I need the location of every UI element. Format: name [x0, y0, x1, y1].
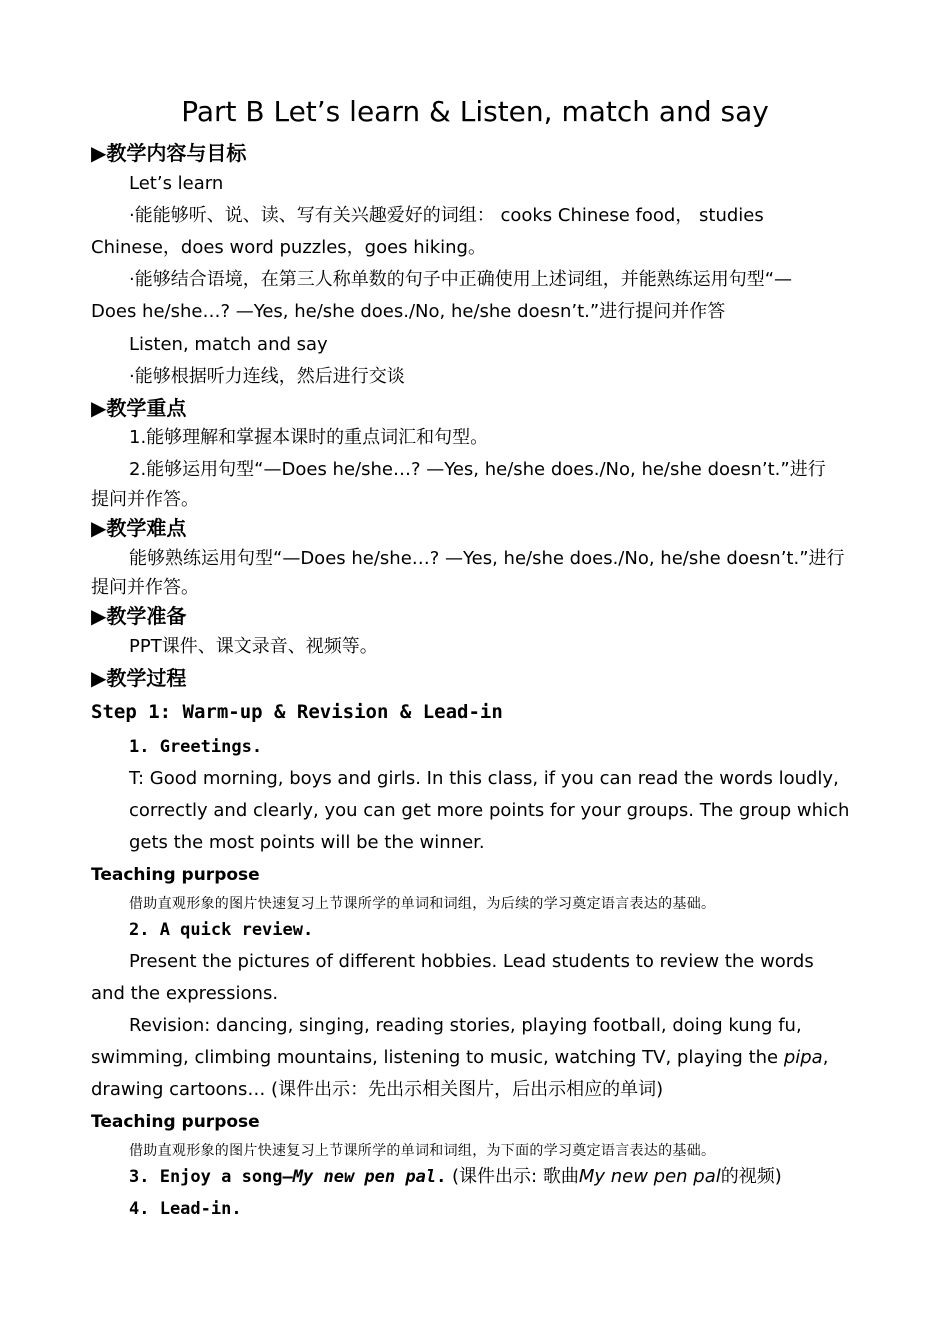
revision-line: Revision: dancing, singing, reading stories, playing football, doing kung fu,: [129, 1015, 802, 1036]
teaching-purpose-label: Teaching purpose: [91, 865, 260, 885]
preparation-heading: ▶教学准备: [91, 604, 187, 628]
key-points-heading: ▶教学重点: [91, 396, 187, 420]
greetings-line: T: Good morning, boys and girls. In this class, if you can read the words loudly,: [129, 768, 839, 789]
difficulties-heading: ▶教学难点: [91, 516, 187, 540]
quick-review-title: 2. A quick review.: [129, 920, 314, 940]
objectives-heading: ▶教学内容与目标: [91, 141, 247, 165]
greetings-line: correctly and clearly, you can get more points for your groups. The group which: [129, 800, 850, 821]
revision-line: [91, 1042, 871, 1074]
revision-text: swimming, climbing mountains, listening to music, watching TV, playing the: [91, 1047, 784, 1068]
key-point-line: 1.能够理解和掌握本课时的重点词汇和句型。: [129, 427, 489, 448]
lead-in-title: 4. Lead-in.: [129, 1199, 242, 1219]
objective-line: Does he/she…? —Yes, he/she does./No, he/she doesn’t.”进行提问并作答: [91, 301, 726, 322]
key-point-line: 2.能够运用句型“—Does he/she…? —Yes, he/she does./No, he/she doesn’t.”进行: [129, 459, 826, 480]
objective-line: ·能够根据听力连线，然后进行交谈: [129, 366, 405, 387]
objective-line: Chinese，does word puzzles，goes hiking。: [91, 237, 486, 258]
lets-learn-label: Let’s learn: [129, 173, 224, 194]
revision-comma: ,: [822, 1047, 829, 1068]
enjoy-song-period: .: [436, 1167, 447, 1187]
objective-line: ·能能够听、说、读、写有关兴趣爱好的词组： cooks Chinese food， studies: [129, 205, 764, 226]
pipa-word: pipa: [783, 1047, 823, 1068]
listen-match-label: Listen, match and say: [129, 334, 328, 355]
difficulty-line: 提问并作答。: [91, 577, 199, 598]
objective-line: ·能够结合语境，在第三人称单数的句子中正确使用上述词组，并能熟练运用句型“—: [129, 269, 793, 290]
teaching-purpose-text: 借助直观形象的图片快速复习上节课所学的单词和词组，为后续的学习奠定语言表达的基础。: [129, 896, 716, 912]
song-name-note: My new pen pal: [578, 1166, 721, 1187]
review-line: and the expressions.: [91, 983, 279, 1004]
preparation-line: PPT课件、课文录音、视频等。: [129, 636, 378, 657]
song-name: My new pen pal: [292, 1167, 437, 1187]
process-heading: ▶教学过程: [91, 666, 187, 690]
enjoy-song-note-end: 的视频): [720, 1166, 782, 1187]
enjoy-song-line: [129, 1161, 909, 1193]
enjoy-song-note: (课件出示: 歌曲: [446, 1166, 579, 1187]
greetings-line: gets the most points will be the winner.: [129, 832, 485, 853]
review-line: Present the pictures of different hobbies. Lead students to review the words: [129, 951, 814, 972]
key-point-line: 提问并作答。: [91, 489, 199, 510]
revision-line: drawing cartoons… (课件出示：先出示相关图片，后出示相应的单词): [91, 1079, 664, 1100]
teaching-purpose-label: Teaching purpose: [91, 1112, 260, 1132]
page-title: Part B Let’s learn & Listen, match and say: [181, 95, 769, 128]
difficulty-line: 能够熟练运用句型“—Does he/she…? —Yes, he/she does./No, he/she doesn’t.”进行: [129, 548, 845, 569]
enjoy-song-title: 3. Enjoy a song—: [129, 1167, 293, 1187]
greetings-title: 1. Greetings.: [129, 737, 263, 757]
teaching-purpose-text: 借助直观形象的图片快速复习上节课所学的单词和词组，为下面的学习奠定语言表达的基础。: [129, 1143, 716, 1159]
step-1-heading: Step 1: Warm-up & Revision & Lead-in: [91, 701, 503, 723]
